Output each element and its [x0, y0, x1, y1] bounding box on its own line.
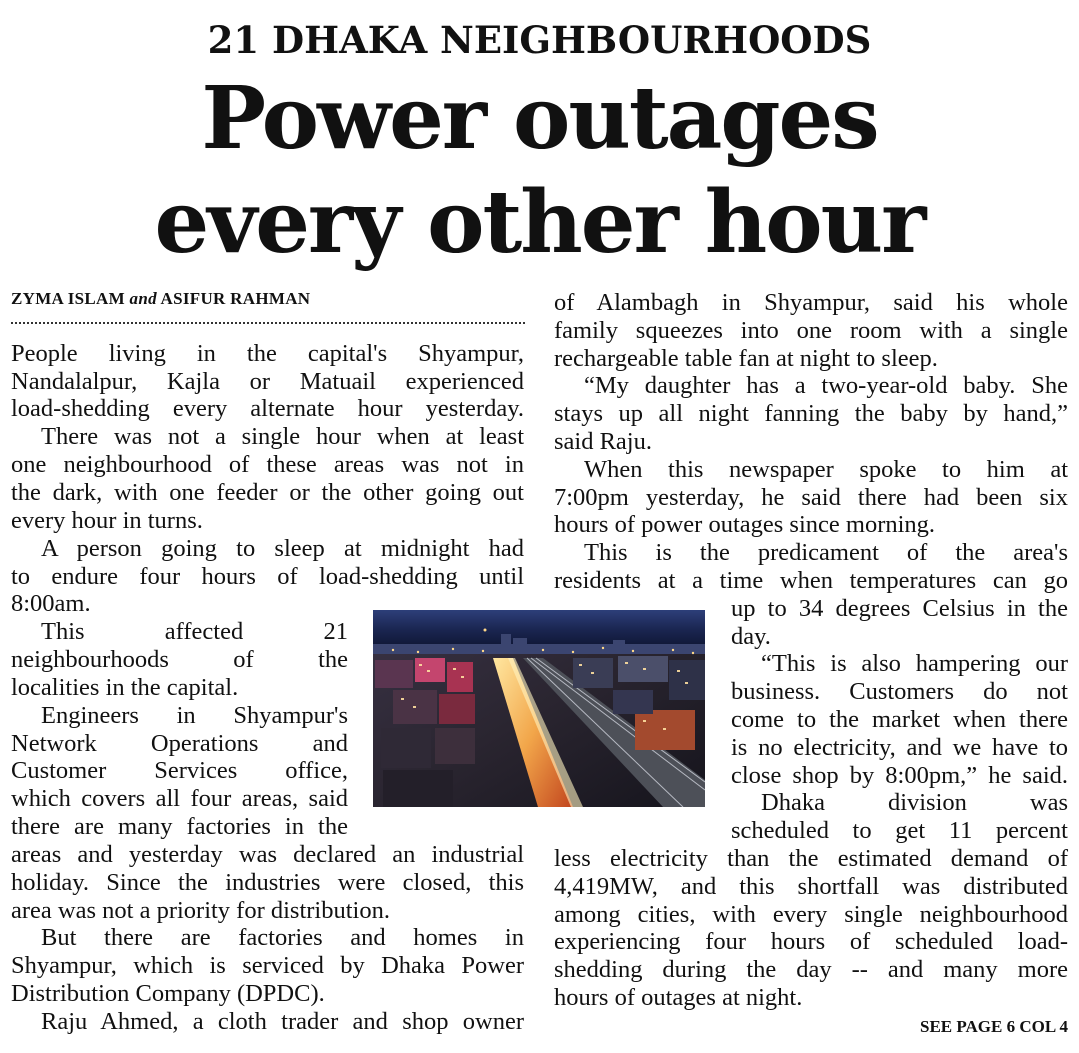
continuation-note: SEE PAGE 6 COL 4 [920, 1017, 1068, 1036]
text-line: 4,419MW, and this shortfall was distributed [554, 873, 1068, 900]
text-line: Nandalalpur, Kajla or Matuail experienced [11, 368, 524, 395]
text-line: But there are factories and homes in [41, 924, 524, 951]
text-line: one neighbourhood of these areas was not in [11, 451, 524, 478]
text-line: “My daughter has a two-year-old baby. She [584, 372, 1068, 399]
text-line: “This is also hampering our [761, 650, 1068, 677]
text-line: A person going to sleep at midnight had [41, 535, 524, 562]
dotted-rule [11, 322, 525, 324]
text-line: Dhaka division was [761, 789, 1068, 816]
text-line: People living in the capital's Shyampur, [11, 340, 524, 367]
text-line: the dark, with one feeder or the other going out [11, 479, 524, 506]
text-line: This is the predicament of the area's [584, 539, 1068, 566]
headline-line-1: Power outages [201, 68, 878, 169]
text-line: up to 34 degrees Celsius in the [731, 595, 1068, 622]
byline [11, 289, 310, 309]
text-line: less electricity than the estimated demand of [554, 845, 1068, 872]
text-line: come to the market when there [731, 706, 1068, 733]
text-line: of Alambagh in Shyampur, said his whole [554, 289, 1068, 316]
text-line: hours of outages at night. [554, 984, 803, 1011]
text-line: Shyampur, which is serviced by Dhaka Power [11, 952, 524, 979]
text-line: areas and yesterday was declared an industrial [11, 841, 524, 868]
text-line: which covers all four areas, said [11, 785, 348, 812]
text-line: Network Operations and [11, 730, 348, 757]
text-line: is no electricity, and we have to [731, 734, 1068, 761]
text-line: close shop by 8:00pm,” he said. [731, 762, 1068, 789]
text-line: Raju Ahmed, a cloth trader and shop owner [41, 1008, 524, 1035]
text-line: load-shedding every alternate hour yesterday. [11, 395, 524, 422]
text-line: to endure four hours of load-shedding until [11, 563, 524, 590]
byline-author-1: ZYMA ISLAM [11, 289, 125, 308]
text-line: holiday. Since the industries were closed, this [11, 869, 524, 896]
text-line: Distribution Company (DPDC). [11, 980, 325, 1007]
text-line: experiencing four hours of scheduled load- [554, 928, 1068, 955]
text-line: said Raju. [554, 428, 652, 455]
text-line: Customer Services office, [11, 757, 348, 784]
text-line: shedding during the day -- and many more [554, 956, 1068, 983]
text-line: rechargeable table fan at night to sleep. [554, 345, 938, 372]
kicker: 21 DHAKA NEIGHBOURHOODS [207, 18, 872, 62]
text-line: day. [731, 623, 771, 650]
text-line: neighbourhoods of the [11, 646, 348, 673]
text-line: This affected 21 [41, 618, 348, 645]
byline-conjunction: and [129, 289, 157, 308]
text-line: there are many factories in the [11, 813, 348, 840]
text-line: scheduled to get 11 percent [731, 817, 1068, 844]
text-line: stays up all night fanning the baby by hand,” [554, 400, 1068, 427]
text-line: 8:00am. [11, 590, 91, 617]
text-line: family squeezes into one room with a single [554, 317, 1068, 344]
text-line: localities in the capital. [11, 674, 239, 701]
text-line: Engineers in Shyampur's [41, 702, 348, 729]
headline-line-2: every other hour [154, 172, 925, 273]
text-line: There was not a single hour when at least [41, 423, 524, 450]
text-line: among cities, with every single neighbourhood [554, 901, 1068, 928]
city-night-aerial-photo [373, 610, 705, 807]
text-line: area was not a priority for distribution. [11, 897, 390, 924]
text-line: business. Customers do not [731, 678, 1068, 705]
text-line: hours of power outages since morning. [554, 511, 936, 538]
text-line: residents at a time when temperatures can go [554, 567, 1068, 594]
byline-author-2: ASIFUR RAHMAN [160, 289, 311, 308]
text-line: When this newspaper spoke to him at [584, 456, 1068, 483]
text-line: every hour in turns. [11, 507, 203, 534]
text-line: 7:00pm yesterday, he said there had been six [554, 484, 1068, 511]
